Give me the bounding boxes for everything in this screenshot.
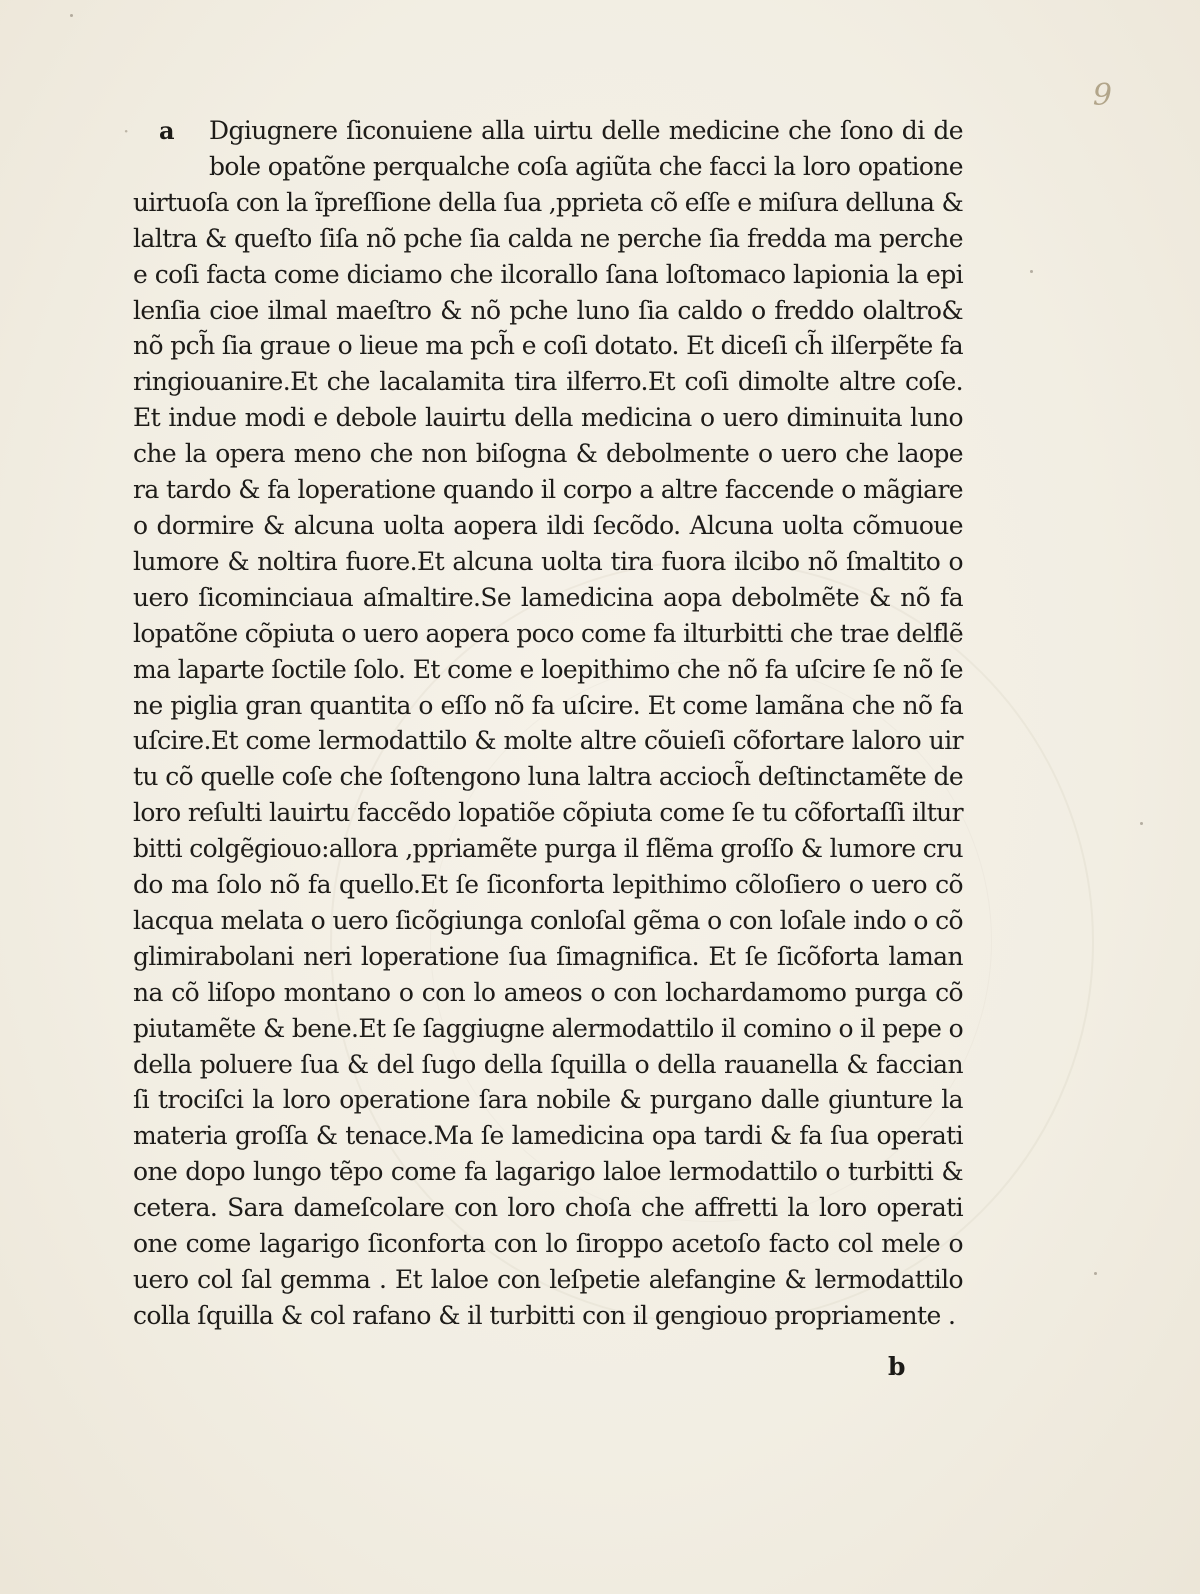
text-line: Dgiugnere ſiconuiene alla uirtu delle medicine che ſono di de bbox=[209, 116, 963, 145]
text-line: lenſia cioe ilmal maeſtro & nõ pche luno ſia caldo o freddo olaltro& bbox=[133, 295, 963, 325]
text-line: ſi trociſci la loro operatione ſara nobile & purgano dalle giunture la bbox=[133, 1085, 963, 1115]
text-line: ringiouanire.Et che lacalamita tira ilferro.Et coſi dimolte altre coſe. bbox=[133, 367, 963, 397]
folio-mark: 9 bbox=[1092, 78, 1112, 113]
text-line: na cõ liſopo montano o con lo ameos o con lochardamomo purga cõ bbox=[133, 977, 963, 1007]
text-line: lopatõne cõpiuta o uero aopera poco come fa ilturbitti che trae delflẽ bbox=[133, 618, 963, 648]
text-line: do ma ſolo nõ fa quello.Et ſe ſiconforta lepithimo cõloſiero o uero cõ bbox=[133, 870, 963, 900]
text-line: Et indue modi e debole lauirtu della medicina o uero diminuita luno bbox=[133, 403, 963, 433]
text-line: bitti colgẽgiouo:allora ,ppriamẽte purga il flẽma groſſo & lumore cru bbox=[133, 834, 963, 864]
paper-speck bbox=[1094, 1272, 1097, 1275]
text-line: uirtuoſa con la ĩpreſſione della ſua ,pprieta cõ eſſe e miſura delluna & bbox=[133, 187, 963, 217]
text-line: bole opatõne perqualche coſa agiũta che facci la loro opatione bbox=[209, 151, 963, 181]
text-line: ne piglia gran quantita o eſſo nõ fa uſcire. Et come lamãna che nõ fa bbox=[133, 690, 963, 720]
text-line: uero ſicominciaua aſmaltire.Se lamedicina aopa debolmẽte & nõ fa bbox=[133, 582, 963, 612]
text-line: della poluere ſua & del ſugo della ſquilla o della rauanella & faccian bbox=[133, 1049, 963, 1079]
text-line: lumore & noltira fuore.Et alcuna uolta tira fuora ilcibo nõ ſmaltito o bbox=[133, 546, 963, 576]
text-line: ra tardo & fa loperatione quando il corpo a altre faccende o mãgiare bbox=[133, 475, 963, 505]
text-line: glimirabolani neri loperatione ſua ſimagnifica. Et ſe ſicõforta laman bbox=[133, 941, 963, 971]
text-line: loro reſulti lauirtu faccẽdo lopatiõe cõpiuta come ſe tu cõfortaſſi iltur bbox=[133, 798, 963, 828]
text-line: uero col ſal gemma . Et laloe con leſpetie alefangine & lermodattilo bbox=[133, 1265, 963, 1294]
text-line: tu cõ quelle coſe che ſoſtengono luna laltra accioch̃ deſtinctamẽte de bbox=[133, 762, 964, 792]
text-line: laltra & queſto ſiſa nõ pche ſia calda ne perche ſia fredda ma perche bbox=[133, 223, 963, 253]
text-line: che la opera meno che non biſogna & debolmente o uero che laope bbox=[133, 439, 963, 469]
text-line: one dopo lungo tẽpo come fa lagarigo laloe lermodattilo o turbitti & bbox=[133, 1157, 963, 1187]
text-line: e coſi facta come diciamo che ilcorallo ſana loſtomaco lapionia la epi bbox=[133, 259, 963, 289]
signature-mark: b bbox=[888, 1352, 906, 1381]
paper-speck bbox=[70, 14, 73, 17]
text-line: materia groſſa & tenace.Ma ſe lamedicina opa tardi & fa ſua operati bbox=[133, 1121, 963, 1151]
text-line: one come lagarigo ſiconforta con lo ſiroppo acetoſo facto col mele o bbox=[133, 1229, 963, 1259]
guide-letter-mark: · bbox=[123, 119, 130, 143]
text-block bbox=[133, 113, 963, 1334]
paper-speck bbox=[1030, 270, 1033, 273]
text-line: piutamẽte & bene.Et ſe ſaggiugne alermodattilo il comino o il pepe o bbox=[133, 1013, 963, 1043]
text-line: uſcire.Et come lermodattilo & molte altre cõuieſi cõfortare laloro uir bbox=[133, 726, 963, 756]
text-line: cetera. Sara dameſcolare con loro choſa che affretti la loro operati bbox=[133, 1193, 963, 1223]
text-line: colla ſquilla & col rafano & il turbitti con il gengiouo propriamente . bbox=[133, 1300, 956, 1330]
text-line: lacqua melata o uero ſicõgiunga conloſal gẽma o con loſale indo o cõ bbox=[133, 905, 963, 935]
text-line: nõ pch̃ ſia graue o lieue ma pch̃ e coſi dotato. Et diceſi ch̃ ilſerpẽte fa bbox=[133, 331, 964, 361]
paper-speck bbox=[1140, 822, 1143, 825]
text-line: o dormire & alcuna uolta aopera ildi ſecõdo. Alcuna uolta cõmuoue bbox=[133, 510, 963, 540]
guide-initial-letter: a bbox=[159, 116, 175, 145]
text-line: ma laparte ſoctile ſolo. Et come e loepithimo che nõ fa uſcire ſe nõ ſe bbox=[133, 654, 963, 684]
